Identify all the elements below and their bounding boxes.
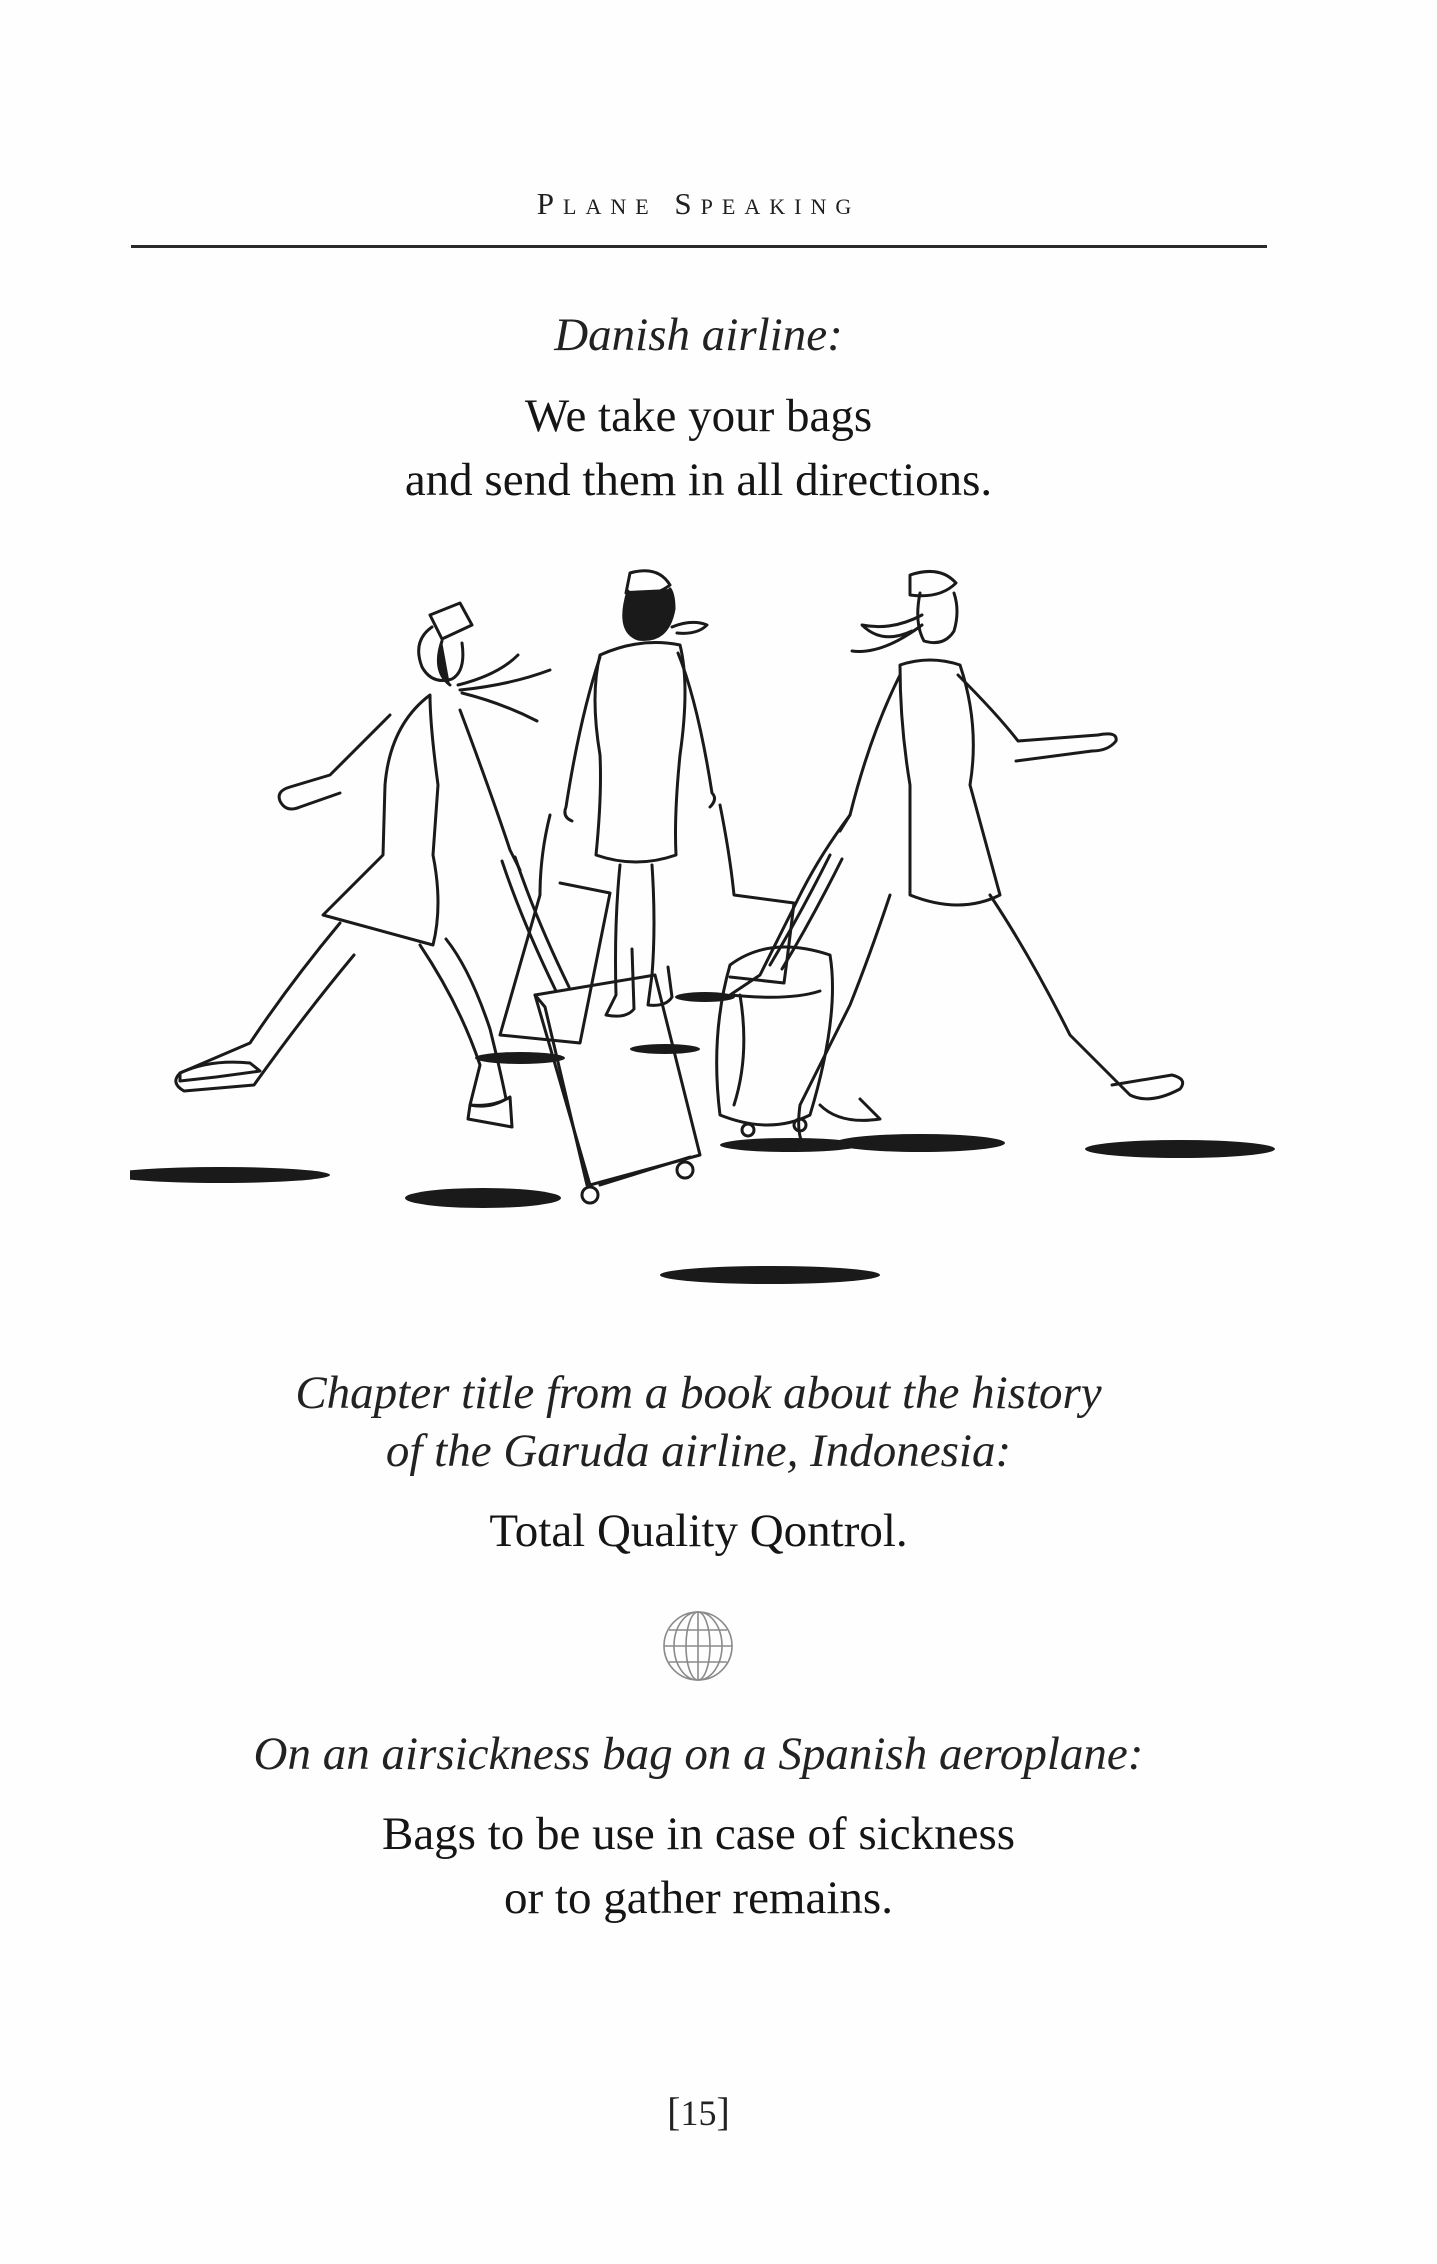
header-rule [131,245,1267,248]
page-number [0,2088,1397,2135]
ground-shadows [130,992,1275,1284]
entry-2-quote [0,1499,1397,1563]
entry-1-quote [0,384,1397,512]
page-number-value: 15 [680,2093,717,2133]
entry-1-quote-line-2: and send them in all directions. [404,454,993,506]
entry-1-intro [0,306,1397,364]
entry-2-intro-line-1: Chapter title from a book about the history [295,1367,1102,1419]
entry-3-quote-line-2: or to gather remains. [504,1872,893,1924]
page-number-bracket-right: ] [716,2089,730,2134]
entry-2-quote-line-1: Total Quality Qontrol. [489,1505,908,1557]
entry-1-intro-line: Danish airline: [554,309,843,361]
entry-3-quote [0,1802,1397,1930]
attendant-left [176,603,550,1127]
entry-3-quote-line-1: Bags to be use in case of sickness [381,1808,1016,1860]
flight-attendants-illustration [130,565,1280,1285]
entry-2-intro-line-2: of the Garuda airline, Indonesia: [385,1425,1012,1477]
globe-icon [660,1608,736,1684]
suitcase-front [502,857,700,1203]
attendant-middle [500,571,794,1043]
entry-2-intro [0,1364,1397,1480]
running-head: Plane Speaking [536,186,861,221]
page-number-bracket-left: [ [667,2089,681,2134]
attendant-right [730,571,1183,1147]
entry-3-intro [0,1725,1397,1783]
entry-1-quote-line-1: We take your bags [524,390,873,442]
entry-3-intro-line-1: On an airsickness bag on a Spanish aeroplane: [253,1728,1144,1780]
